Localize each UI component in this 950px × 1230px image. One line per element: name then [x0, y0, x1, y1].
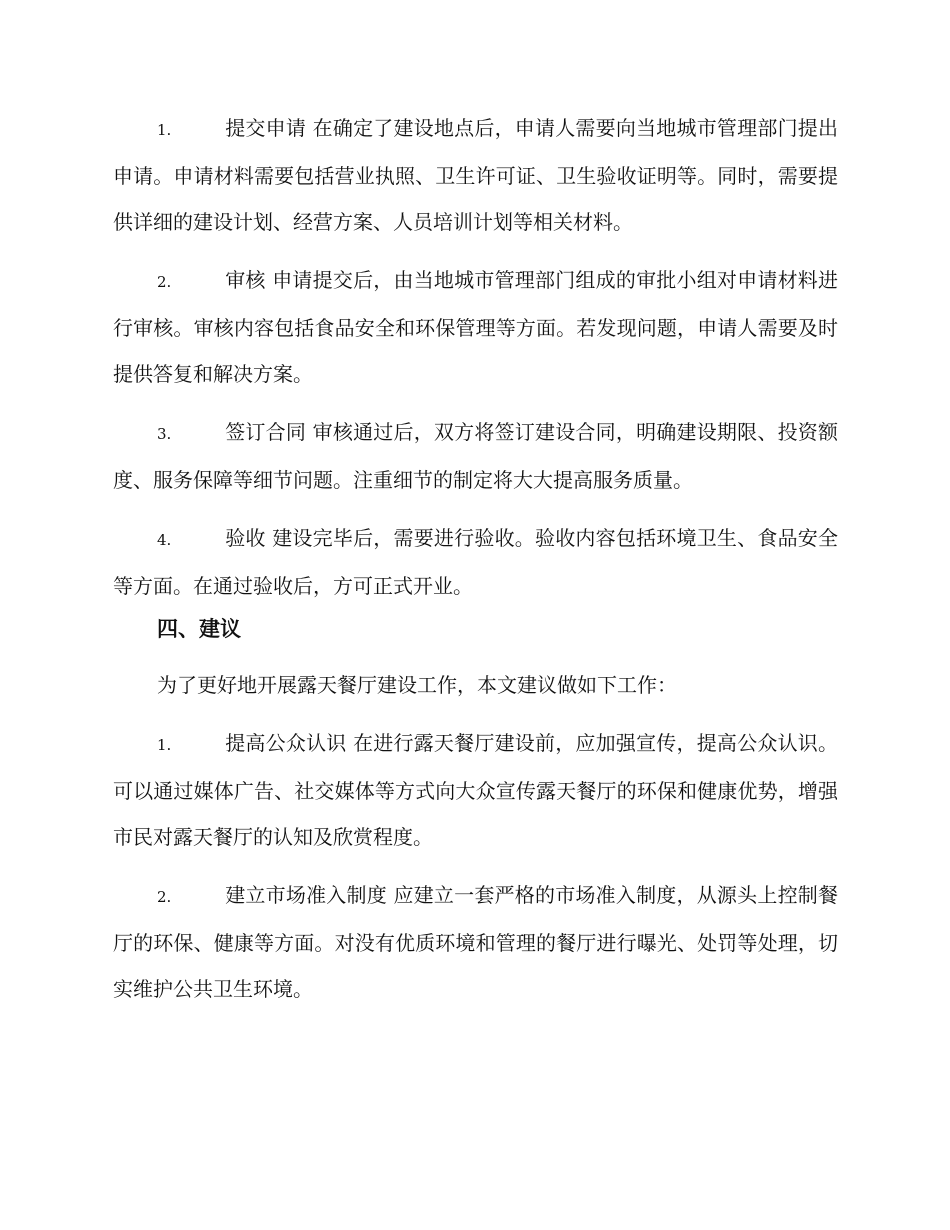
section-intro: 为了更好地开展露天餐厅建设工作，本文建议做如下工作： — [157, 673, 677, 697]
section-heading: 四、建议 — [157, 617, 241, 641]
list-item — [113, 257, 838, 397]
list-item — [113, 409, 838, 503]
list-item — [113, 515, 838, 609]
list-item-text: 签订合同 审核通过后，双方将签订建设合同，明确建设期限、投资额度、服务保障等细节问题。注重细节的制定将大大提高服务质量。 — [113, 420, 838, 492]
suggestions-list — [113, 720, 838, 1012]
list-item-number: 2. — [157, 888, 172, 906]
list-item-number: 4. — [157, 531, 172, 549]
list-item — [113, 105, 838, 245]
list-item-text: 提高公众认识 在进行露天餐厅建设前，应加强宣传，提高公众认识。可以通过媒体广告、社交媒体等方式向大众宣传露天餐厅的环保和健康优势，增强市民对露天餐厅的认知及欣赏程度。 — [113, 731, 838, 849]
list-item-number: 1. — [157, 121, 172, 139]
list-item-text: 建立市场准入制度 应建立一套严格的市场准入制度，从源头上控制餐厅的环保、健康等方面。对没有优质环境和管理的餐厅进行曝光、处罚等处理，切实维护公共卫生环境。 — [113, 883, 838, 1001]
list-item-number: 1. — [157, 736, 172, 754]
list-item-number: 2. — [157, 273, 172, 291]
list-item-text: 审核 申请提交后，由当地城市管理部门组成的审批小组对申请材料进行审核。审核内容包括食品安全和环保管理等方面。若发现问题，申请人需要及时提供答复和解决方案。 — [113, 268, 838, 386]
steps-list — [113, 105, 838, 609]
list-item — [113, 872, 838, 1012]
list-item-number: 3. — [157, 425, 172, 443]
list-item-text: 验收 建设完毕后，需要进行验收。验收内容包括环境卫生、食品安全等方面。在通过验收后，方可正式开业。 — [113, 526, 838, 598]
list-item-text: 提交申请 在确定了建设地点后，申请人需要向当地城市管理部门提出申请。申请材料需要包括营业执照、卫生许可证、卫生验收证明等。同时，需要提供详细的建设计划、经营方案、人员培训计划等相关材料。 — [113, 116, 838, 234]
list-item — [113, 720, 838, 860]
